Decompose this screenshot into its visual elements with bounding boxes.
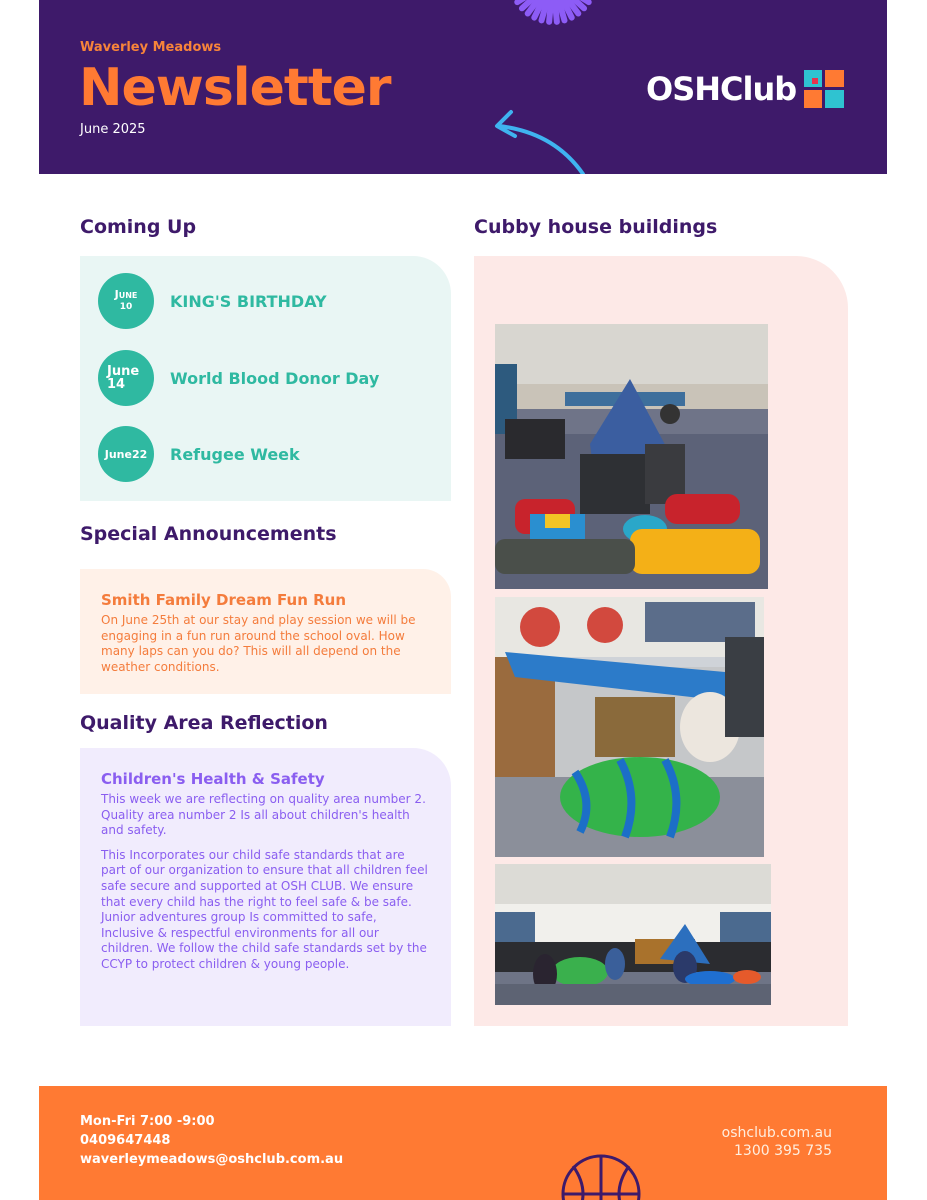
event-item	[98, 350, 379, 406]
basketball-decoration	[559, 1152, 643, 1200]
curved-arrow-decoration	[487, 106, 597, 174]
footer-banner	[39, 1086, 887, 1200]
quality-paragraph: This week we are reflecting on quality area number 2. Quality area number 2 Is all about children's health and safety.	[101, 792, 426, 838]
quality-title: Children's Health & Safety	[101, 770, 325, 788]
contact-details	[80, 1112, 343, 1169]
newsletter-title: Newsletter	[79, 58, 391, 118]
oshclub-logo	[646, 70, 844, 108]
badge-month: June	[107, 364, 140, 379]
website-link[interactable]: oshclub.com.au	[721, 1125, 832, 1141]
event-item	[98, 273, 327, 329]
announcement-card	[80, 569, 451, 694]
logo-squares-icon	[804, 70, 844, 108]
cubby-heading: Cubby house buildings	[474, 216, 718, 238]
logo-wordmark: OSHClub	[646, 70, 797, 108]
badge-day: 14	[107, 377, 126, 392]
header-banner	[39, 0, 887, 174]
sunburst-ray	[549, 0, 552, 22]
event-label: World Blood Donor Day	[170, 368, 380, 388]
badge-day: 10	[119, 302, 133, 312]
sunburst-ray	[554, 0, 557, 22]
quality-heading: Quality Area Reflection	[80, 712, 328, 734]
cubby-photo-3	[495, 864, 771, 1005]
coming-up-heading: Coming Up	[80, 216, 197, 238]
sunburst-decoration	[503, 0, 603, 50]
quality-card	[80, 748, 451, 1026]
announcement-body: On June 25th at our stay and play session we will be engaging in a fun run around the school oval. How many laps can you do? This will all depend on the weather conditions.	[101, 613, 416, 674]
badge-month: June	[114, 288, 138, 301]
opening-hours: Mon-Fri 7:00 -9:00	[80, 1114, 215, 1129]
event-item	[98, 426, 300, 482]
email-link[interactable]: waverleymeadows@oshclub.com.au	[80, 1152, 344, 1167]
phone-number: 0409647448	[80, 1133, 171, 1148]
cubby-photo-1	[495, 324, 768, 589]
organisation-contact	[722, 1124, 832, 1160]
school-name: Waverley Meadows	[80, 40, 222, 55]
badge-text: June22	[104, 447, 148, 461]
event-date-badge	[98, 350, 154, 406]
event-label: KING'S BIRTHDAY	[170, 291, 327, 311]
event-date-badge	[98, 273, 154, 329]
announcement-title: Smith Family Dream Fun Run	[101, 591, 347, 609]
cubby-photo-2	[495, 597, 764, 857]
quality-paragraph: This Incorporates our child safe standards that are part of our organization to ensure that all children feel safe secure and supported at OSH CLUB. We ensure that every child has the right to feel safe & be safe. Junior adventures group Is committed to safe, Inclusive & respectful environments for all our children. We follow the child safe standards set by the CCYP to protect children & young people.	[101, 847, 428, 971]
hotline-number: 1300 395 735	[734, 1143, 832, 1159]
issue-date: June 2025	[80, 122, 146, 137]
announcements-heading: Special Announcements	[80, 523, 337, 545]
coming-up-card	[80, 256, 451, 501]
event-label: Refugee Week	[170, 444, 300, 464]
event-date-badge	[98, 426, 154, 482]
